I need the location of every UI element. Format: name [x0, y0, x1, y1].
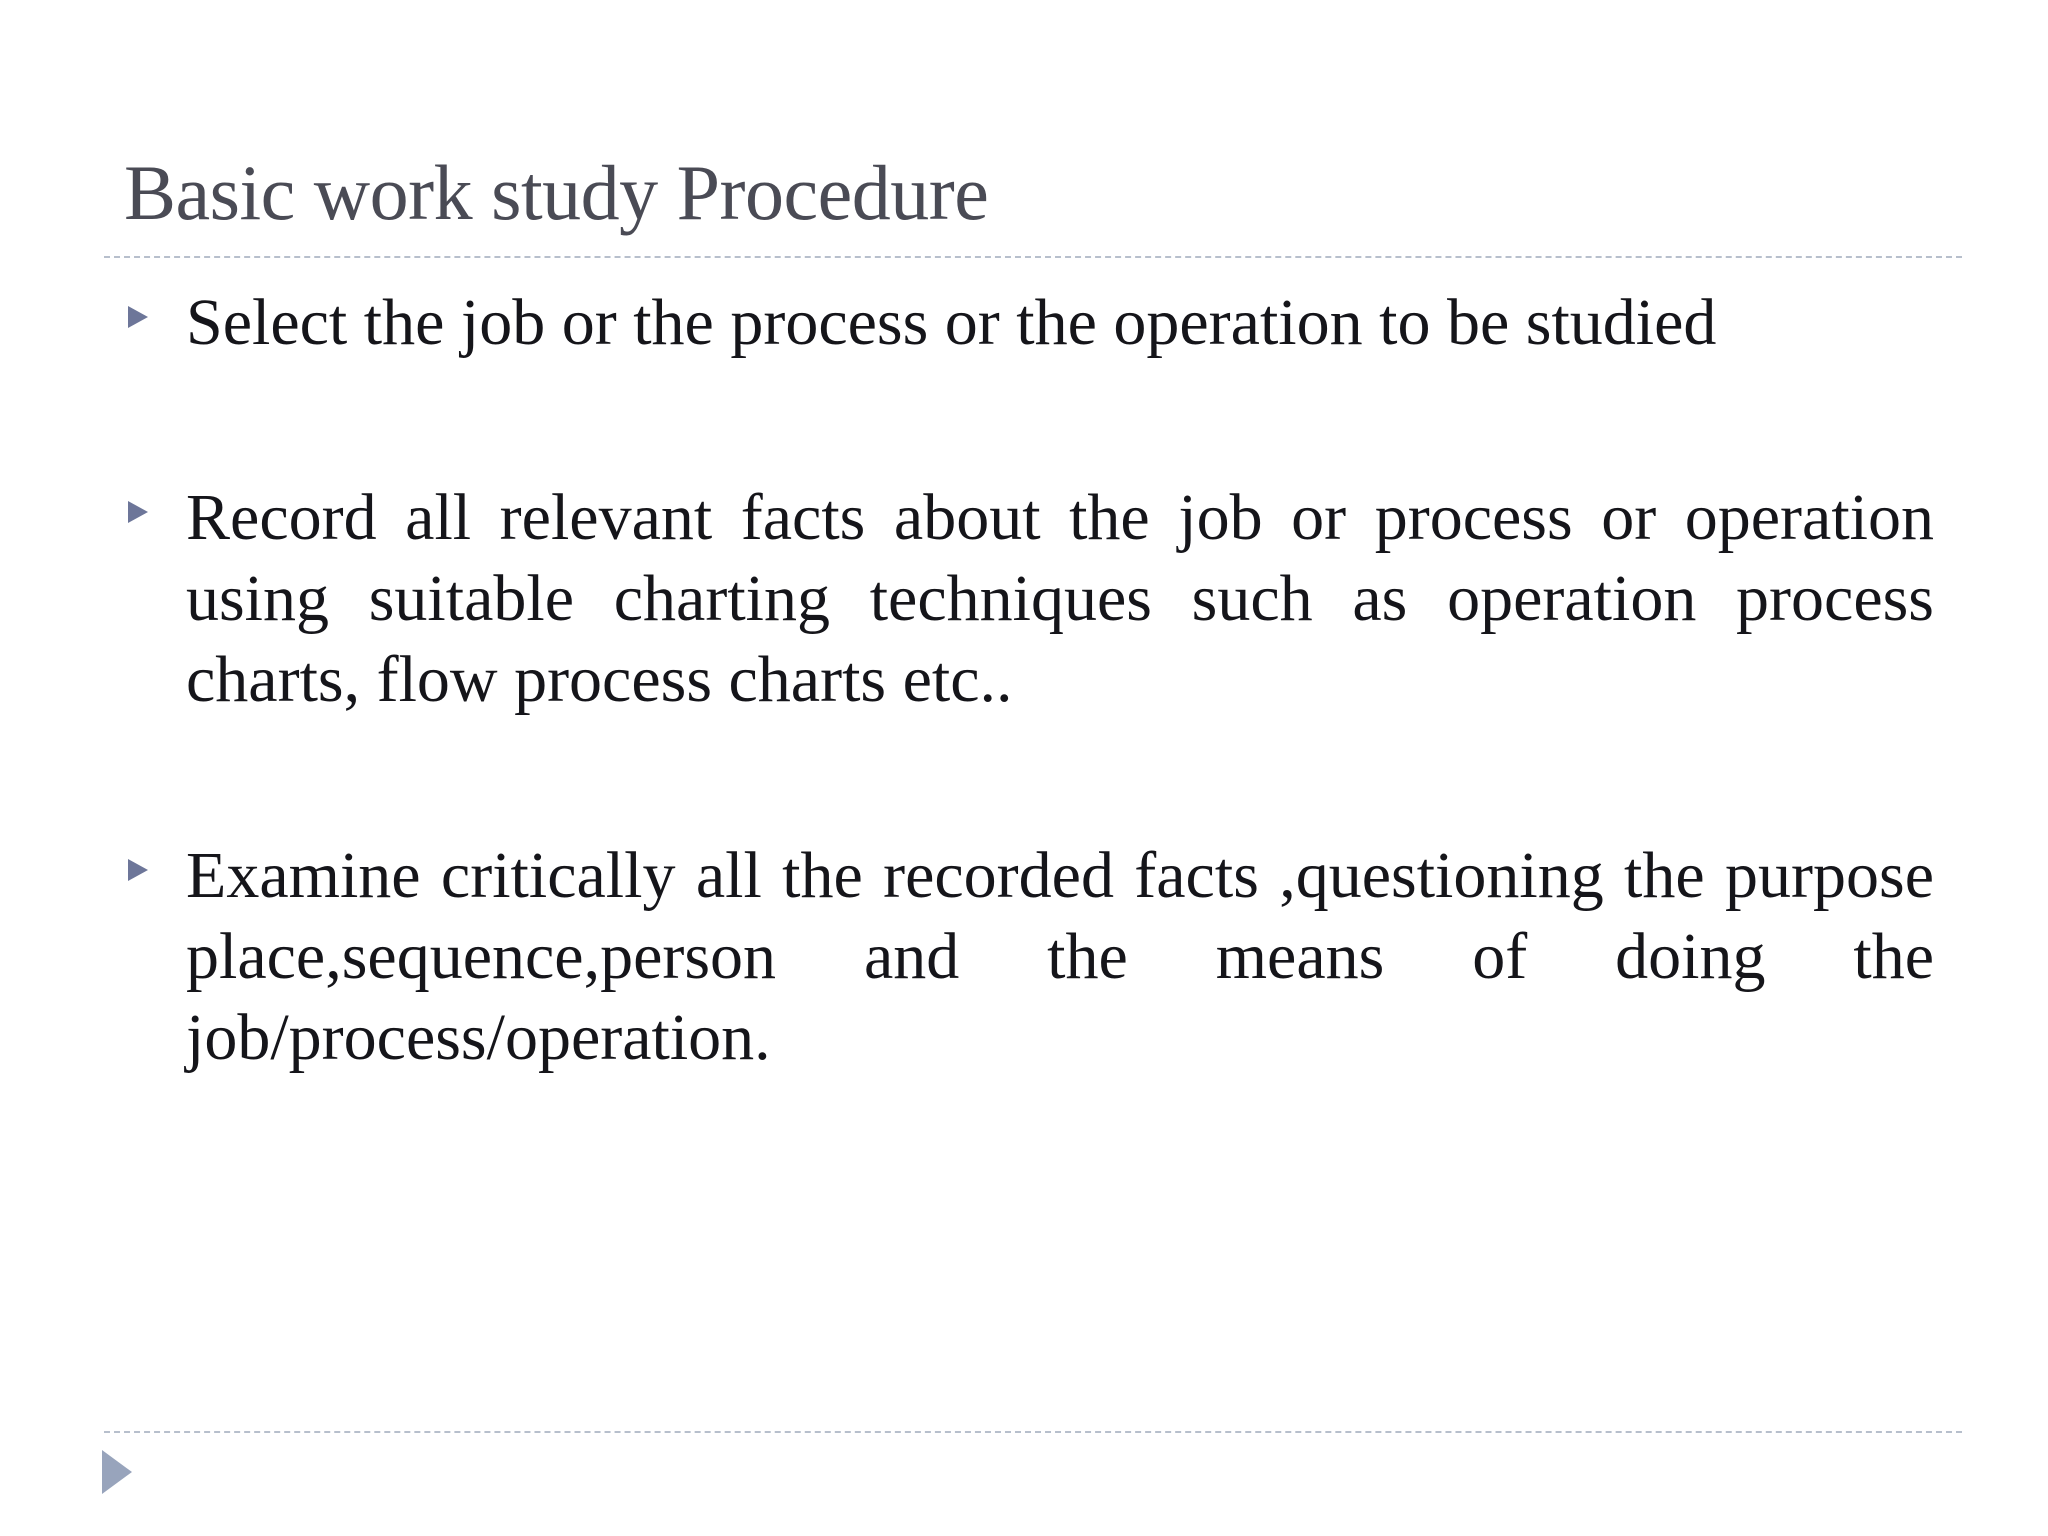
slide-title: Basic work study Procedure	[124, 149, 989, 236]
triangle-right-icon	[128, 859, 148, 881]
triangle-right-icon	[128, 306, 148, 328]
bullet-item-2	[124, 477, 1934, 720]
bullet-list	[124, 282, 1934, 1078]
bullet-item-1	[124, 282, 1934, 363]
footer-divider	[104, 1431, 1962, 1433]
bullet-text: Examine critically all the recorded facts ,questioning the purpose place,sequence,person and the means of doing the job/process/operation.	[186, 839, 1934, 1074]
title-divider	[104, 256, 1962, 258]
play-triangle-icon[interactable]	[102, 1450, 132, 1494]
bullet-text: Record all relevant facts about the job or process or operation using suitable charting techniques such as operation process charts, flow process charts etc..	[186, 481, 1934, 716]
bullet-item-3	[124, 835, 1934, 1078]
triangle-right-icon	[128, 501, 148, 523]
bullet-text: Select the job or the process or the operation to be studied	[186, 286, 1717, 359]
